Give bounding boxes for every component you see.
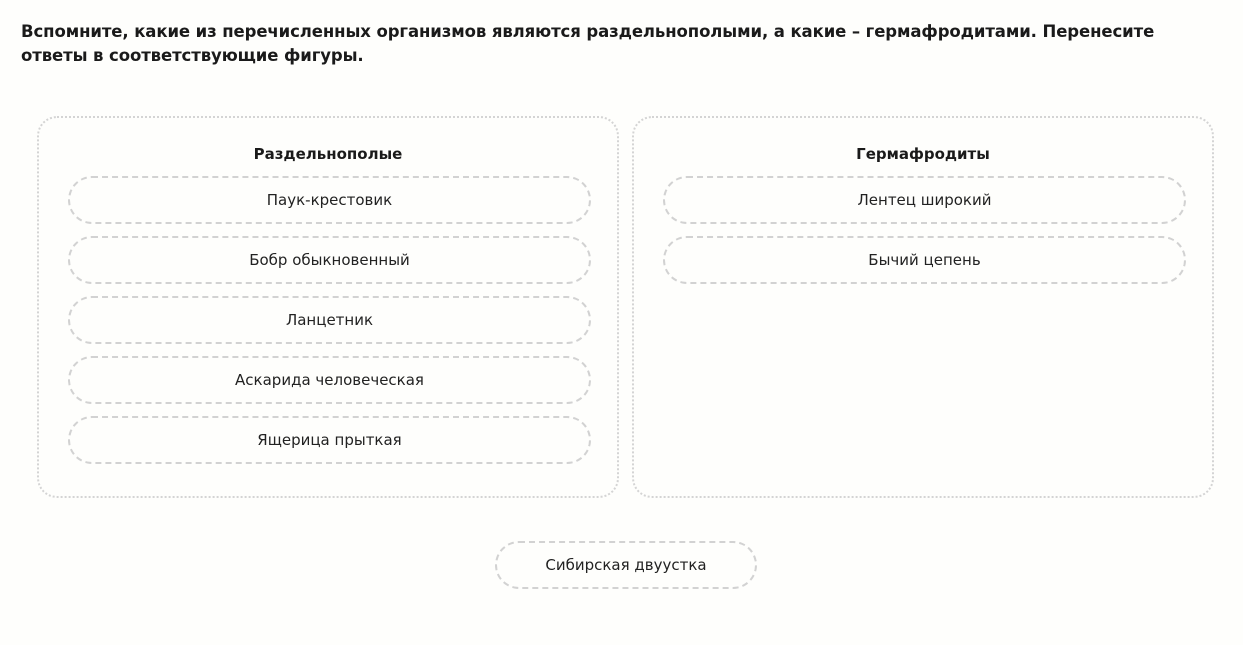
unplaced-draggable-card[interactable]: Сибирская двуустка bbox=[495, 541, 757, 589]
draggable-card[interactable]: Бобр обыкновенный bbox=[68, 236, 591, 284]
draggable-card[interactable]: Лентец широкий bbox=[663, 176, 1186, 224]
zone-title-hermaphrodites: Гермафродиты bbox=[856, 145, 990, 163]
draggable-card[interactable]: Ящерица прыткая bbox=[68, 416, 591, 464]
draggable-card[interactable]: Паук-крестовик bbox=[68, 176, 591, 224]
zone-card-list bbox=[68, 176, 591, 476]
task-instruction: Вспомните, какие из перечисленных организмов являются раздельнополыми, а какие – гермафродитами. Перенесите ответы в соответствующие фигуры. bbox=[21, 22, 1155, 65]
drop-zone-hermaphrodites[interactable] bbox=[632, 116, 1214, 498]
draggable-card[interactable]: Аскарида человеческая bbox=[68, 356, 591, 404]
drop-zone-dioecious[interactable] bbox=[37, 116, 619, 498]
zone-title-dioecious: Раздельнополые bbox=[253, 145, 403, 163]
draggable-card[interactable]: Ланцетник bbox=[68, 296, 591, 344]
zone-card-list bbox=[663, 176, 1186, 296]
draggable-card[interactable]: Бычий цепень bbox=[663, 236, 1186, 284]
